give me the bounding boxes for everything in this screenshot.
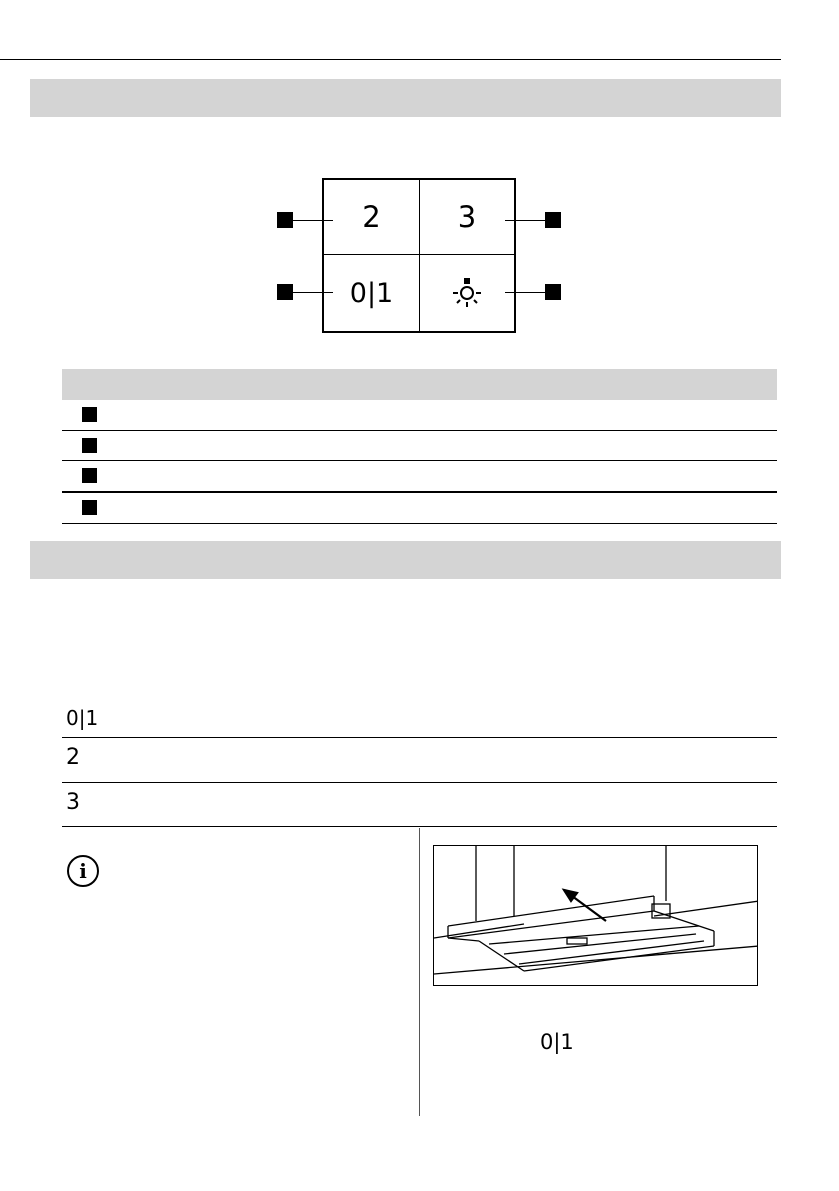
on-off-symbol-inline: 0|1 bbox=[540, 1030, 574, 1054]
list-rule bbox=[62, 737, 777, 738]
row-marker bbox=[82, 407, 97, 422]
column-divider bbox=[419, 828, 420, 1116]
light-key[interactable] bbox=[420, 255, 514, 331]
callout-line bbox=[293, 292, 333, 293]
speed-2-symbol: 2 bbox=[66, 745, 80, 770]
section-header-bar bbox=[30, 541, 781, 579]
hood-illustration bbox=[433, 845, 758, 986]
section-header-bar bbox=[30, 79, 781, 117]
speed-3-key[interactable]: 3 bbox=[457, 200, 477, 234]
callout-marker bbox=[545, 284, 561, 300]
row-rule bbox=[62, 523, 777, 524]
light-icon bbox=[449, 275, 485, 311]
list-rule bbox=[62, 826, 777, 827]
row-marker bbox=[82, 468, 97, 483]
on-off-symbol: 0|1 bbox=[66, 706, 99, 730]
callout-line bbox=[505, 292, 545, 293]
speed-2-key[interactable]: 2 bbox=[362, 200, 381, 234]
list-rule bbox=[62, 782, 777, 783]
table-row bbox=[62, 493, 777, 524]
info-icon: i bbox=[67, 855, 99, 887]
table-row bbox=[62, 431, 777, 461]
callout-marker bbox=[277, 212, 293, 228]
callout-marker bbox=[277, 284, 293, 300]
table-row bbox=[62, 461, 777, 492]
row-marker bbox=[82, 500, 97, 515]
table-header bbox=[62, 369, 777, 400]
callout-line bbox=[505, 220, 545, 221]
hood-drawing bbox=[434, 846, 758, 986]
table-row bbox=[62, 400, 777, 431]
on-off-key[interactable]: 0|1 bbox=[349, 277, 394, 309]
callout-marker bbox=[545, 212, 561, 228]
row-marker bbox=[82, 438, 97, 453]
top-rule bbox=[0, 59, 781, 60]
callout-line bbox=[293, 220, 333, 221]
speed-3-symbol: 3 bbox=[66, 790, 80, 815]
